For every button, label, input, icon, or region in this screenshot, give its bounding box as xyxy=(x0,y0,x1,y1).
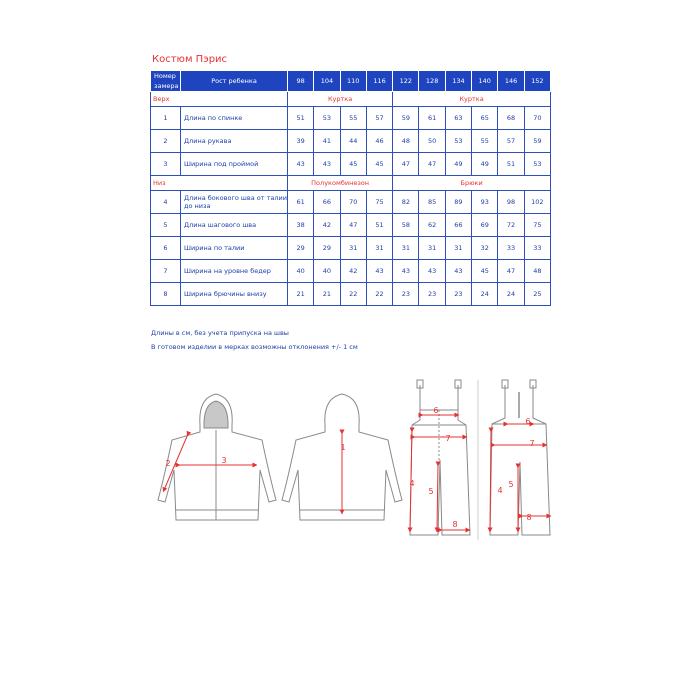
row-value: 23 xyxy=(445,283,471,306)
row-number: 1 xyxy=(151,107,181,130)
row-value: 63 xyxy=(445,107,471,130)
label-jacket-3: 3 xyxy=(221,456,227,465)
row-value: 53 xyxy=(314,107,340,130)
row-value: 49 xyxy=(445,153,471,176)
row-value: 59 xyxy=(524,130,550,153)
row-name: Ширина по талии xyxy=(181,237,288,260)
label-overalls-6: 6 xyxy=(433,406,439,415)
row-value: 24 xyxy=(498,283,524,306)
label-overalls-5: 5 xyxy=(428,487,434,496)
row-value: 55 xyxy=(472,130,498,153)
row-value: 68 xyxy=(498,107,524,130)
jacket-front-drawing xyxy=(158,394,276,520)
row-value: 43 xyxy=(366,260,392,283)
row-name: Длина шагового шва xyxy=(181,214,288,237)
row-value: 50 xyxy=(419,130,445,153)
label-jacket-2: 2 xyxy=(165,459,171,468)
row-number: 3 xyxy=(151,153,181,176)
row-value: 32 xyxy=(472,237,498,260)
row-value: 39 xyxy=(288,130,314,153)
row-value: 33 xyxy=(524,237,550,260)
row-value: 62 xyxy=(419,214,445,237)
row-value: 43 xyxy=(445,260,471,283)
label-trousers-5: 5 xyxy=(508,480,514,489)
section-group: Брюки xyxy=(393,176,551,191)
label-overalls-7: 7 xyxy=(445,434,451,443)
header-size: 128 xyxy=(419,71,445,92)
row-value: 85 xyxy=(419,191,445,214)
label-trousers-8: 8 xyxy=(526,513,532,522)
row-value: 44 xyxy=(340,130,366,153)
row-value: 47 xyxy=(340,214,366,237)
row-value: 21 xyxy=(314,283,340,306)
row-name: Ширина под проймой xyxy=(181,153,288,176)
row-value: 98 xyxy=(498,191,524,214)
row-name: Длина по спинке xyxy=(181,107,288,130)
section-group: Куртка xyxy=(393,92,551,107)
row-value: 89 xyxy=(445,191,471,214)
row-value: 42 xyxy=(340,260,366,283)
row-value: 22 xyxy=(340,283,366,306)
row-number: 7 xyxy=(151,260,181,283)
row-value: 51 xyxy=(366,214,392,237)
header-height: Рост ребенка xyxy=(181,71,288,92)
row-value: 66 xyxy=(445,214,471,237)
row-value: 93 xyxy=(472,191,498,214)
header-size: 98 xyxy=(288,71,314,92)
header-size: 104 xyxy=(314,71,340,92)
header-size: 122 xyxy=(393,71,419,92)
row-value: 69 xyxy=(472,214,498,237)
row-value: 31 xyxy=(419,237,445,260)
row-value: 42 xyxy=(314,214,340,237)
label-overalls-8: 8 xyxy=(452,520,458,529)
row-value: 70 xyxy=(524,107,550,130)
row-value: 75 xyxy=(366,191,392,214)
row-value: 23 xyxy=(419,283,445,306)
row-value: 25 xyxy=(524,283,550,306)
row-value: 75 xyxy=(524,214,550,237)
row-value: 57 xyxy=(366,107,392,130)
label-overalls-4: 4 xyxy=(409,479,415,488)
row-number: 4 xyxy=(151,191,181,214)
row-value: 45 xyxy=(340,153,366,176)
row-value: 57 xyxy=(498,130,524,153)
row-value: 48 xyxy=(524,260,550,283)
row-value: 61 xyxy=(419,107,445,130)
row-value: 53 xyxy=(445,130,471,153)
row-name: Длина рукава xyxy=(181,130,288,153)
page-title: Костюм Пэрис xyxy=(152,54,228,65)
row-value: 38 xyxy=(288,214,314,237)
label-trousers-7: 7 xyxy=(529,439,535,448)
row-number: 6 xyxy=(151,237,181,260)
row-value: 51 xyxy=(288,107,314,130)
label-trousers-4: 4 xyxy=(497,486,503,495)
row-name: Длина бокового шва от талии до низа xyxy=(181,191,288,214)
row-value: 59 xyxy=(393,107,419,130)
note-tolerance: В готовом изделии в мерках возможны отклонения +/- 1 см xyxy=(151,343,358,351)
header-size: 140 xyxy=(472,71,498,92)
row-value: 55 xyxy=(340,107,366,130)
row-value: 40 xyxy=(314,260,340,283)
row-value: 46 xyxy=(366,130,392,153)
row-value: 29 xyxy=(314,237,340,260)
row-value: 41 xyxy=(314,130,340,153)
header-num: Номер замера xyxy=(151,71,181,92)
row-value: 21 xyxy=(288,283,314,306)
row-value: 102 xyxy=(524,191,550,214)
section-label: Низ xyxy=(151,176,288,191)
row-value: 66 xyxy=(314,191,340,214)
row-value: 45 xyxy=(366,153,392,176)
section-group: Полукомбинезон xyxy=(288,176,393,191)
row-value: 82 xyxy=(393,191,419,214)
header-size: 152 xyxy=(524,71,550,92)
row-value: 24 xyxy=(472,283,498,306)
row-value: 22 xyxy=(366,283,392,306)
label-jacket-1: 1 xyxy=(340,443,346,452)
header-size: 116 xyxy=(366,71,392,92)
row-value: 65 xyxy=(472,107,498,130)
row-name: Ширина на уровне бедер xyxy=(181,260,288,283)
label-trousers-6: 6 xyxy=(525,417,531,426)
row-value: 47 xyxy=(393,153,419,176)
section-group: Куртка xyxy=(288,92,393,107)
overalls-drawing xyxy=(410,380,470,535)
row-value: 47 xyxy=(419,153,445,176)
row-value: 49 xyxy=(472,153,498,176)
header-size: 146 xyxy=(498,71,524,92)
row-value: 61 xyxy=(288,191,314,214)
row-value: 70 xyxy=(340,191,366,214)
row-number: 8 xyxy=(151,283,181,306)
row-value: 72 xyxy=(498,214,524,237)
row-name: Ширина брючины внизу xyxy=(181,283,288,306)
row-value: 48 xyxy=(393,130,419,153)
row-value: 31 xyxy=(393,237,419,260)
row-value: 47 xyxy=(498,260,524,283)
header-size: 134 xyxy=(445,71,471,92)
row-value: 43 xyxy=(288,153,314,176)
row-value: 31 xyxy=(445,237,471,260)
row-value: 23 xyxy=(393,283,419,306)
row-value: 45 xyxy=(472,260,498,283)
row-value: 43 xyxy=(314,153,340,176)
row-value: 40 xyxy=(288,260,314,283)
row-number: 2 xyxy=(151,130,181,153)
row-value: 43 xyxy=(393,260,419,283)
row-value: 31 xyxy=(340,237,366,260)
header-size: 110 xyxy=(340,71,366,92)
note-units: Длины в см, без учета припуска на швы xyxy=(151,329,289,337)
row-value: 58 xyxy=(393,214,419,237)
trousers-drawing xyxy=(490,380,550,535)
row-value: 51 xyxy=(498,153,524,176)
row-number: 5 xyxy=(151,214,181,237)
row-value: 29 xyxy=(288,237,314,260)
row-value: 33 xyxy=(498,237,524,260)
section-label: Верх xyxy=(151,92,288,107)
row-value: 53 xyxy=(524,153,550,176)
row-value: 43 xyxy=(419,260,445,283)
row-value: 31 xyxy=(366,237,392,260)
